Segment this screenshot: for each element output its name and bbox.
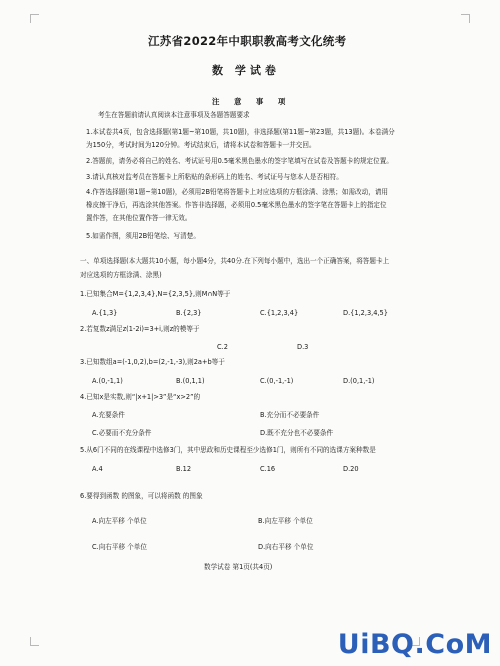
crop-mark <box>461 14 470 23</box>
notice-item: 5.如需作图，须用2B铅笔绘、写清楚。 <box>86 232 200 240</box>
crop-mark <box>30 14 39 23</box>
option-a: A.充要条件 <box>92 411 125 419</box>
section-intro: 对应选项的方框涂满、涂黑) <box>80 271 162 279</box>
option-c: C.2 <box>217 343 228 351</box>
option-c: C.必要而不充分条件 <box>92 429 152 437</box>
question-stem: 2.若复数z满足z(1-2i)=3+i,则z的模等于 <box>80 325 200 333</box>
notice-item: 置作答，在其他位置作答一律无效。 <box>86 214 192 222</box>
option-c: C.{1,2,3,4} <box>260 309 299 317</box>
notice-item: 为150分，考试时间为120分钟。考试结束后，请将本试卷和答题卡一并交回。 <box>86 141 316 149</box>
notice-item: 4.作答选择题(第1题~第10题)，必须用2B铅笔将答题卡上对应选项的方框涂满、涂黑；如需改动，请用 <box>86 188 389 196</box>
notice-item: 1.本试卷共4页，包含选择题(第1题~第10题，共10题)，非选择题(第11题~第23题，共13题)。本卷满分 <box>86 128 395 136</box>
option-a: A.4 <box>92 465 103 473</box>
crop-mark <box>30 637 39 646</box>
option-d: D.20 <box>343 465 359 473</box>
section-intro: 一、单项选择题(本大题共10小题，每小题4分，共40分.在下列每小题中，选出一个正确答案，将答题卡上 <box>80 257 390 265</box>
question-stem: 4.已知x是实数,则“|x+1|>3”是“x>2”的 <box>80 393 201 401</box>
option-d: D.向右平移 个单位 <box>258 543 314 551</box>
notice-intro: 考生在答题前请认真阅读本注意事项及各题答题要求 <box>98 111 250 119</box>
option-a: A.向左平移 个单位 <box>92 517 147 525</box>
option-d: D.3 <box>297 343 309 351</box>
option-c: C.向右平移 个单位 <box>92 543 147 551</box>
question-stem: 3.已知数组a=(-1,0,2),b=(2,-1,-3),则2a+b等于 <box>80 358 225 366</box>
option-d: D.{1,2,3,4,5} <box>343 309 388 317</box>
option-b: B.向左平移 个单位 <box>258 517 313 525</box>
option-a: A.(0,-1,1) <box>92 377 123 385</box>
option-b: B.(0,1,1) <box>176 377 205 385</box>
question-stem: 5.从6门不同的在线课程中选修3门，其中思政和历史课程至少选修1门，则所有不同的选课方案种数是 <box>80 446 376 454</box>
option-b: B.12 <box>176 465 192 473</box>
exam-subtitle: 数 学试卷 <box>212 64 280 77</box>
notice-heading: 注 意 事 项 <box>212 97 292 106</box>
site-watermark: UiBQ.CoM <box>337 629 492 660</box>
option-d: D.(0,1,-1) <box>343 377 375 385</box>
exam-title: 江苏省2022年中职职教高考文化统考 <box>148 34 347 48</box>
notice-item: 橡皮擦干净后，再选涂其他答案。作答非选择题，必须用0.5毫米黑色墨水的签字笔在答题卡上的指定位 <box>86 201 387 209</box>
notice-item: 3.请认真核对监考员在答题卡上所粘贴的条形码上的姓名、考试证号与您本人是否相符。 <box>86 173 343 181</box>
option-b: B.{2,3} <box>176 309 202 317</box>
option-b: B.充分而不必要条件 <box>260 411 320 419</box>
option-c: C.(0,-1,-1) <box>260 377 294 385</box>
option-d: D.既不充分也不必要条件 <box>260 429 334 437</box>
notice-item: 2.答题前，请务必将自己的姓名、考试证号用0.5毫米黑色墨水的签字笔填写在试卷及答题卡的规定位置。 <box>86 157 393 165</box>
page-footer: 数学试卷 第1页(共4页) <box>204 563 273 571</box>
option-a: A.{1,3} <box>92 309 118 317</box>
question-stem: 1.已知集合M={1,2,3,4},N={2,3,5},则M∩N等于 <box>80 290 231 298</box>
question-stem: 6.要得到函数 的图象，可以将函数 的图象 <box>80 492 203 500</box>
option-c: C.16 <box>260 465 276 473</box>
